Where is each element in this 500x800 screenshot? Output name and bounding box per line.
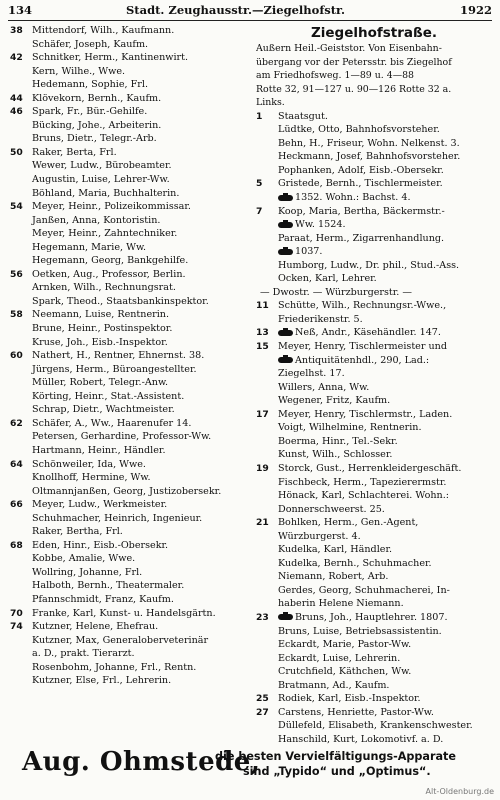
resident-line bbox=[256, 205, 492, 219]
resident-line bbox=[256, 299, 492, 313]
resident-line bbox=[10, 214, 250, 228]
resident-text: Kruse, Joh., Eisb.-Inspektor. bbox=[32, 336, 168, 348]
house-number: 70 bbox=[10, 607, 23, 619]
resident-line bbox=[10, 173, 250, 187]
house-number: 60 bbox=[10, 350, 23, 362]
house-number: 74 bbox=[10, 621, 23, 633]
resident-text: Würzburgerst. 4. bbox=[278, 530, 361, 542]
house-number: 25 bbox=[256, 693, 269, 705]
house-number: 66 bbox=[10, 499, 23, 511]
address-entry bbox=[10, 146, 250, 200]
resident-line bbox=[10, 363, 250, 377]
resident-text: Bruns, Joh., Hauptlehrer. 1807. bbox=[295, 611, 448, 623]
house-number: 68 bbox=[10, 539, 23, 551]
resident-line bbox=[256, 584, 492, 598]
resident-text: Kutzner, Else, Frl., Lehrerin. bbox=[32, 675, 172, 687]
resident-line bbox=[10, 146, 250, 160]
resident-text: Carstens, Henriette, Pastor-Ww. bbox=[278, 706, 434, 718]
resident-text: Rosenbohm, Johanne, Frl., Rentn. bbox=[32, 661, 197, 673]
resident-text: Knollhoff, Hermine, Ww. bbox=[32, 472, 151, 484]
address-entry bbox=[10, 607, 250, 621]
address-entry bbox=[256, 706, 492, 747]
resident-line bbox=[10, 295, 250, 309]
resident-text: Heckmann, Josef, Bahnhofsvorsteher. bbox=[278, 151, 461, 163]
resident-line bbox=[10, 336, 250, 350]
resident-text: Bruns, Dietr., Telegr.-Arb. bbox=[32, 133, 157, 145]
resident-text: Kutzner, Helene, Ehefrau. bbox=[32, 621, 159, 633]
resident-line bbox=[10, 647, 250, 661]
resident-line bbox=[256, 462, 492, 476]
resident-text: Oetken, Aug., Professor, Berlin. bbox=[32, 268, 186, 280]
address-entry bbox=[256, 692, 492, 706]
resident-text: Jürgens, Herm., Büroangestellter. bbox=[32, 363, 197, 375]
resident-text: Petersen, Gerhardine, Professor-Ww. bbox=[32, 431, 212, 443]
resident-line bbox=[10, 430, 250, 444]
resident-text: haberin Helene Niemann. bbox=[278, 598, 404, 610]
resident-text: Behn, H., Friseur, Wohn. Nelkenst. 3. bbox=[278, 137, 460, 149]
resident-text: Wollring, Johanne, Frl. bbox=[32, 566, 143, 578]
resident-line bbox=[10, 322, 250, 336]
resident-text: Hedemann, Sophie, Frl. bbox=[32, 79, 149, 91]
resident-text: Ocken, Karl, Lehrer. bbox=[278, 273, 377, 285]
resident-text: Janßen, Anna, Kontoristin. bbox=[32, 214, 161, 226]
resident-line bbox=[256, 611, 492, 625]
resident-text: Niemann, Robert, Arb. bbox=[278, 571, 389, 583]
resident-line bbox=[10, 268, 250, 282]
resident-line bbox=[10, 579, 250, 593]
address-entry bbox=[256, 177, 492, 204]
resident-text: Spark, Theod., Staatsbankinspektor. bbox=[32, 295, 209, 307]
resident-line bbox=[256, 110, 492, 124]
resident-text: Ziegelhst. 17. bbox=[278, 368, 345, 380]
address-entry bbox=[256, 611, 492, 692]
resident-text: Storck, Gust., Herrenkleidergeschäft. bbox=[278, 462, 462, 474]
resident-text: Antiquitätenhdl., 290, Lad.: bbox=[295, 354, 430, 366]
house-number: 17 bbox=[256, 408, 269, 420]
street-title: Ziegelhofstraße. bbox=[310, 25, 438, 41]
resident-text: Schnitker, Herm., Kantinenwirt. bbox=[32, 52, 189, 64]
resident-line bbox=[256, 218, 492, 232]
resident-line bbox=[256, 272, 492, 286]
resident-text: Meyer, Henry, Tischlermeister und bbox=[278, 341, 447, 353]
resident-line bbox=[10, 187, 250, 201]
resident-line bbox=[256, 543, 492, 557]
resident-line bbox=[10, 403, 250, 417]
resident-line bbox=[10, 281, 250, 295]
address-entry bbox=[10, 105, 250, 146]
resident-text: Meyer, Henry, Tischlermstr., Laden. bbox=[278, 408, 453, 420]
resident-line bbox=[10, 159, 250, 173]
resident-text: Staatsgut. bbox=[278, 110, 328, 122]
entries-after-divider bbox=[256, 299, 492, 746]
resident-text: Nathert, H., Rentner, Ehnernst. 38. bbox=[32, 350, 205, 362]
resident-text: Hönack, Karl, Schlachterei. Wohn.: bbox=[278, 490, 450, 502]
resident-text: Augustin, Luise, Lehrer-Ww. bbox=[32, 174, 170, 186]
address-entry bbox=[256, 326, 492, 340]
resident-text: Fischbeck, Herm., Tapezierermstr. bbox=[278, 476, 447, 488]
telephone-icon bbox=[278, 330, 293, 336]
resident-line bbox=[10, 620, 250, 634]
resident-line bbox=[256, 476, 492, 490]
resident-text: Brune, Heinr., Postinspektor. bbox=[32, 323, 173, 335]
resident-line bbox=[10, 607, 250, 621]
resident-line bbox=[10, 65, 250, 79]
street-description bbox=[256, 42, 492, 110]
house-number: 11 bbox=[256, 300, 269, 312]
resident-text: Schrap, Dietr., Wachtmeister. bbox=[32, 404, 175, 416]
header-rule bbox=[8, 20, 492, 21]
right-column bbox=[256, 24, 492, 746]
address-entry bbox=[10, 308, 250, 349]
resident-text: Bruns, Luise, Betriebsassistentin. bbox=[278, 625, 442, 637]
resident-line bbox=[256, 706, 492, 720]
house-number: 58 bbox=[10, 309, 23, 321]
resident-text: Raker, Berta, Frl. bbox=[32, 146, 117, 158]
resident-line bbox=[256, 570, 492, 584]
ad-line-1: die besten Vervielfältigungs-Apparate bbox=[215, 750, 456, 763]
resident-line bbox=[10, 539, 250, 553]
resident-line bbox=[10, 119, 250, 133]
page-title: Stadt. Zeughausstr.—Ziegelhofstr. bbox=[126, 3, 346, 17]
resident-text: Humborg, Ludw., Dr. phil., Stud.-Ass. bbox=[278, 259, 460, 271]
resident-text: a. D., prakt. Tierarzt. bbox=[32, 648, 135, 660]
street-description-line: am Friedhofsweg. 1—89 u. 4—88 bbox=[256, 70, 415, 82]
resident-line bbox=[10, 458, 250, 472]
street-description-line: Rotte 32, 91—127 u. 90—126 Rotte 32 a. bbox=[256, 83, 452, 95]
page-header bbox=[8, 3, 492, 19]
resident-text: Spark, Fr., Bür.-Gehilfe. bbox=[32, 106, 148, 118]
address-entry bbox=[10, 417, 250, 458]
telephone-icon bbox=[278, 357, 293, 363]
resident-line bbox=[10, 498, 250, 512]
resident-text: Meyer, Heinr., Polizeikommissar. bbox=[32, 201, 191, 213]
resident-line bbox=[256, 191, 492, 205]
resident-text: Friederikenstr. 5. bbox=[278, 313, 363, 325]
resident-text: Schütte, Wilh., Rechnungsr.-Wwe., bbox=[278, 300, 447, 312]
resident-line bbox=[256, 408, 492, 422]
resident-line bbox=[256, 326, 492, 340]
resident-line bbox=[256, 638, 492, 652]
resident-text: Kern, Wilhe., Wwe. bbox=[32, 65, 126, 77]
telephone-icon bbox=[278, 614, 293, 620]
resident-text: Pophanken, Adolf, Eisb.-Obersekr. bbox=[278, 164, 444, 176]
house-number: 27 bbox=[256, 706, 269, 718]
house-number: 64 bbox=[10, 458, 23, 470]
resident-text: Wewer, Ludw., Bürobeamter. bbox=[32, 160, 172, 172]
address-entry bbox=[10, 349, 250, 417]
resident-line bbox=[256, 367, 492, 381]
resident-line bbox=[10, 552, 250, 566]
address-entry bbox=[10, 268, 250, 309]
resident-text: Hanschild, Kurt, Lokomotivf. a. D. bbox=[278, 733, 444, 745]
address-entry bbox=[10, 92, 250, 106]
resident-line bbox=[10, 566, 250, 580]
resident-line bbox=[10, 105, 250, 119]
street-description-line: übergang vor der Petersstr. bis Ziegelhof bbox=[256, 56, 452, 68]
resident-text: Gerdes, Georg, Schuhmacherei, In- bbox=[278, 584, 450, 596]
cross-street-divider: — Dwostr. — Würzburgerstr. — bbox=[260, 286, 412, 298]
resident-text: Mittendorf, Wilh., Kaufmann. bbox=[32, 25, 175, 36]
resident-text: Schuhmacher, Heinrich, Ingenieur. bbox=[32, 512, 203, 524]
address-entry bbox=[10, 200, 250, 268]
resident-line bbox=[256, 150, 492, 164]
resident-line bbox=[256, 625, 492, 639]
telephone-icon bbox=[278, 222, 293, 228]
resident-text: Voigt, Wilhelmine, Rentnerin. bbox=[278, 422, 422, 434]
house-number: 46 bbox=[10, 106, 23, 118]
address-entry bbox=[10, 539, 250, 607]
resident-text: Gristede, Bernh., Tischlermeister. bbox=[278, 178, 443, 190]
resident-text: Klövekorn, Bernh., Kaufm. bbox=[32, 92, 162, 104]
street-description-line: Links. bbox=[256, 97, 285, 109]
resident-text: 1037. bbox=[295, 246, 323, 258]
page-year: 1922 bbox=[459, 3, 492, 17]
resident-text: Schäfer, A., Ww., Haarenufer 14. bbox=[32, 417, 192, 429]
resident-line bbox=[10, 485, 250, 499]
resident-text: Bohlken, Herm., Gen.-Agent, bbox=[278, 517, 419, 529]
resident-text: Neemann, Luise, Rentnerin. bbox=[32, 309, 170, 321]
house-number: 50 bbox=[10, 146, 23, 158]
resident-line bbox=[256, 652, 492, 666]
house-number: 42 bbox=[10, 52, 23, 64]
resident-text: Böhland, Maria, Buchhalterin. bbox=[32, 187, 180, 199]
resident-line bbox=[10, 661, 250, 675]
resident-text: Lüdtke, Otto, Bahnhofsvorsteher. bbox=[278, 124, 440, 136]
resident-line bbox=[256, 177, 492, 191]
resident-line bbox=[10, 308, 250, 322]
house-number: 56 bbox=[10, 268, 23, 280]
house-number: 5 bbox=[256, 178, 263, 190]
house-number: 62 bbox=[10, 417, 23, 429]
watermark: Alt-Oldenburg.de bbox=[425, 787, 494, 796]
house-number: 23 bbox=[256, 611, 269, 623]
resident-line bbox=[256, 381, 492, 395]
resident-line bbox=[10, 471, 250, 485]
street-description-line: Außern Heil.-Geiststor. Von Eisenbahn- bbox=[256, 43, 442, 54]
left-column bbox=[10, 24, 250, 688]
house-number: 7 bbox=[256, 205, 263, 217]
resident-text: Schäfer, Joseph, Kaufm. bbox=[32, 38, 149, 50]
resident-line bbox=[256, 245, 492, 259]
resident-text: Oltmannjanßen, Georg, Justizobersekr. bbox=[32, 485, 222, 497]
advertisement-text bbox=[215, 749, 456, 779]
resident-text: Franke, Karl, Kunst- u. Handelsgärtn. bbox=[32, 607, 216, 619]
resident-line bbox=[256, 489, 492, 503]
resident-line bbox=[10, 132, 250, 146]
address-entry bbox=[256, 462, 492, 516]
resident-line bbox=[256, 692, 492, 706]
resident-line bbox=[10, 254, 250, 268]
resident-line bbox=[256, 421, 492, 435]
resident-text: Eckardt, Marie, Pastor-Ww. bbox=[278, 639, 412, 651]
page-number: 134 bbox=[8, 3, 33, 17]
resident-text: Körting, Heinr., Stat.-Assistent. bbox=[32, 390, 185, 402]
telephone-icon bbox=[278, 195, 293, 201]
resident-line bbox=[256, 394, 492, 408]
resident-text: Bücking, Johe., Arbeiterin. bbox=[32, 119, 162, 131]
resident-text: Raker, Bertha, Frl. bbox=[32, 526, 123, 538]
resident-text: Düllefeld, Elisabeth, Krankenschwester. bbox=[278, 720, 473, 732]
resident-line bbox=[10, 78, 250, 92]
resident-text: Hegemann, Marie, Ww. bbox=[32, 241, 147, 253]
resident-text: Eckardt, Luise, Lehrerin. bbox=[278, 652, 401, 664]
resident-line bbox=[10, 376, 250, 390]
address-entry bbox=[10, 458, 250, 499]
resident-text: Boerma, Hinr., Tel.-Sekr. bbox=[278, 435, 398, 447]
address-entry bbox=[10, 24, 250, 51]
resident-text: 1352. Wohn.: Bachst. 4. bbox=[295, 192, 411, 204]
address-entry bbox=[10, 498, 250, 539]
resident-line bbox=[10, 634, 250, 648]
resident-line bbox=[256, 354, 492, 368]
house-number: 13 bbox=[256, 327, 269, 339]
resident-line bbox=[10, 51, 250, 65]
resident-line bbox=[256, 123, 492, 137]
resident-text: Donnerschweerst. 25. bbox=[278, 503, 385, 515]
address-entry bbox=[10, 51, 250, 92]
advertiser-name: Aug. Ohmstede, bbox=[22, 747, 261, 777]
resident-text: Halboth, Bernh., Theatermaler. bbox=[32, 580, 185, 592]
resident-text: Hartmann, Heinr., Händler. bbox=[32, 444, 166, 456]
resident-line bbox=[10, 92, 250, 106]
address-entry bbox=[256, 516, 492, 611]
resident-line bbox=[10, 444, 250, 458]
resident-text: Paraat, Herm., Zigarrenhandlung. bbox=[278, 232, 445, 244]
resident-line bbox=[256, 516, 492, 530]
resident-text: Neß, Andr., Käsehändler. 147. bbox=[295, 327, 441, 339]
resident-line bbox=[256, 597, 492, 611]
resident-line bbox=[256, 435, 492, 449]
resident-line bbox=[10, 241, 250, 255]
resident-line bbox=[10, 349, 250, 363]
resident-line bbox=[10, 24, 250, 38]
resident-text: Kutzner, Max, Generaloberveterinär bbox=[32, 634, 209, 646]
house-number: 38 bbox=[10, 25, 23, 36]
resident-line bbox=[256, 530, 492, 544]
resident-line bbox=[256, 557, 492, 571]
advertisement bbox=[0, 745, 500, 785]
resident-line bbox=[256, 137, 492, 151]
resident-line bbox=[256, 719, 492, 733]
address-entry bbox=[256, 340, 492, 408]
resident-text: Willers, Anna, Ww. bbox=[278, 381, 370, 393]
resident-text: Kunst, Wilh., Schlosser. bbox=[278, 449, 393, 461]
resident-text: Meyer, Heinr., Zahntechniker. bbox=[32, 228, 178, 240]
resident-text: Kudelka, Bernh., Schuhmacher. bbox=[278, 557, 432, 569]
house-number: 19 bbox=[256, 462, 269, 474]
resident-line bbox=[10, 512, 250, 526]
resident-text: Kobbe, Amalie, Wwe. bbox=[32, 553, 136, 565]
resident-line bbox=[256, 340, 492, 354]
resident-line bbox=[256, 232, 492, 246]
resident-text: Crutchfield, Käthchen, Ww. bbox=[278, 666, 412, 678]
house-number: 21 bbox=[256, 517, 269, 529]
house-number: 15 bbox=[256, 341, 269, 353]
resident-text: Ww. 1524. bbox=[295, 219, 346, 231]
resident-line bbox=[10, 390, 250, 404]
resident-line bbox=[256, 164, 492, 178]
resident-text: Müller, Robert, Telegr.-Anw. bbox=[32, 377, 169, 389]
resident-text: Bratmann, Ad., Kaufm. bbox=[278, 679, 390, 691]
resident-line bbox=[256, 503, 492, 517]
resident-text: Wegener, Fritz, Kaufm. bbox=[278, 395, 391, 407]
house-number: 54 bbox=[10, 201, 23, 213]
resident-text: Rodiek, Karl, Eisb.-Inspektor. bbox=[278, 693, 421, 705]
resident-text: Meyer, Ludw., Werkmeister. bbox=[32, 499, 168, 511]
resident-text: Koop, Maria, Bertha, Bäckermstr.- bbox=[278, 205, 445, 217]
resident-line bbox=[10, 227, 250, 241]
entries-links bbox=[256, 110, 492, 286]
resident-line bbox=[256, 665, 492, 679]
resident-text: Pfannschmidt, Franz, Kaufm. bbox=[32, 593, 174, 605]
address-entry bbox=[256, 205, 492, 286]
address-entry bbox=[256, 408, 492, 462]
ad-line-2: sind „Typido“ und „Optimus“. bbox=[243, 765, 431, 778]
resident-line bbox=[10, 525, 250, 539]
resident-text: Eden, Hinr., Eisb.-Obersekr. bbox=[32, 539, 169, 551]
house-number: 44 bbox=[10, 92, 23, 104]
resident-line bbox=[10, 593, 250, 607]
resident-line bbox=[10, 674, 250, 688]
resident-text: Hegemann, Georg, Bankgehilfe. bbox=[32, 255, 189, 267]
resident-line bbox=[10, 417, 250, 431]
resident-line bbox=[10, 38, 250, 52]
telephone-icon bbox=[278, 249, 293, 255]
resident-line bbox=[256, 313, 492, 327]
resident-text: Schönweiler, Ida, Wwe. bbox=[32, 458, 146, 470]
address-entry bbox=[10, 620, 250, 688]
resident-line bbox=[256, 679, 492, 693]
resident-text: Kudelka, Karl, Händler. bbox=[278, 544, 393, 556]
resident-line bbox=[256, 259, 492, 273]
resident-line bbox=[10, 200, 250, 214]
address-entry bbox=[256, 110, 492, 178]
house-number: 1 bbox=[256, 110, 263, 122]
resident-text: Arnken, Wilh., Rechnungsrat. bbox=[32, 282, 176, 294]
resident-line bbox=[256, 448, 492, 462]
address-entry bbox=[256, 299, 492, 326]
